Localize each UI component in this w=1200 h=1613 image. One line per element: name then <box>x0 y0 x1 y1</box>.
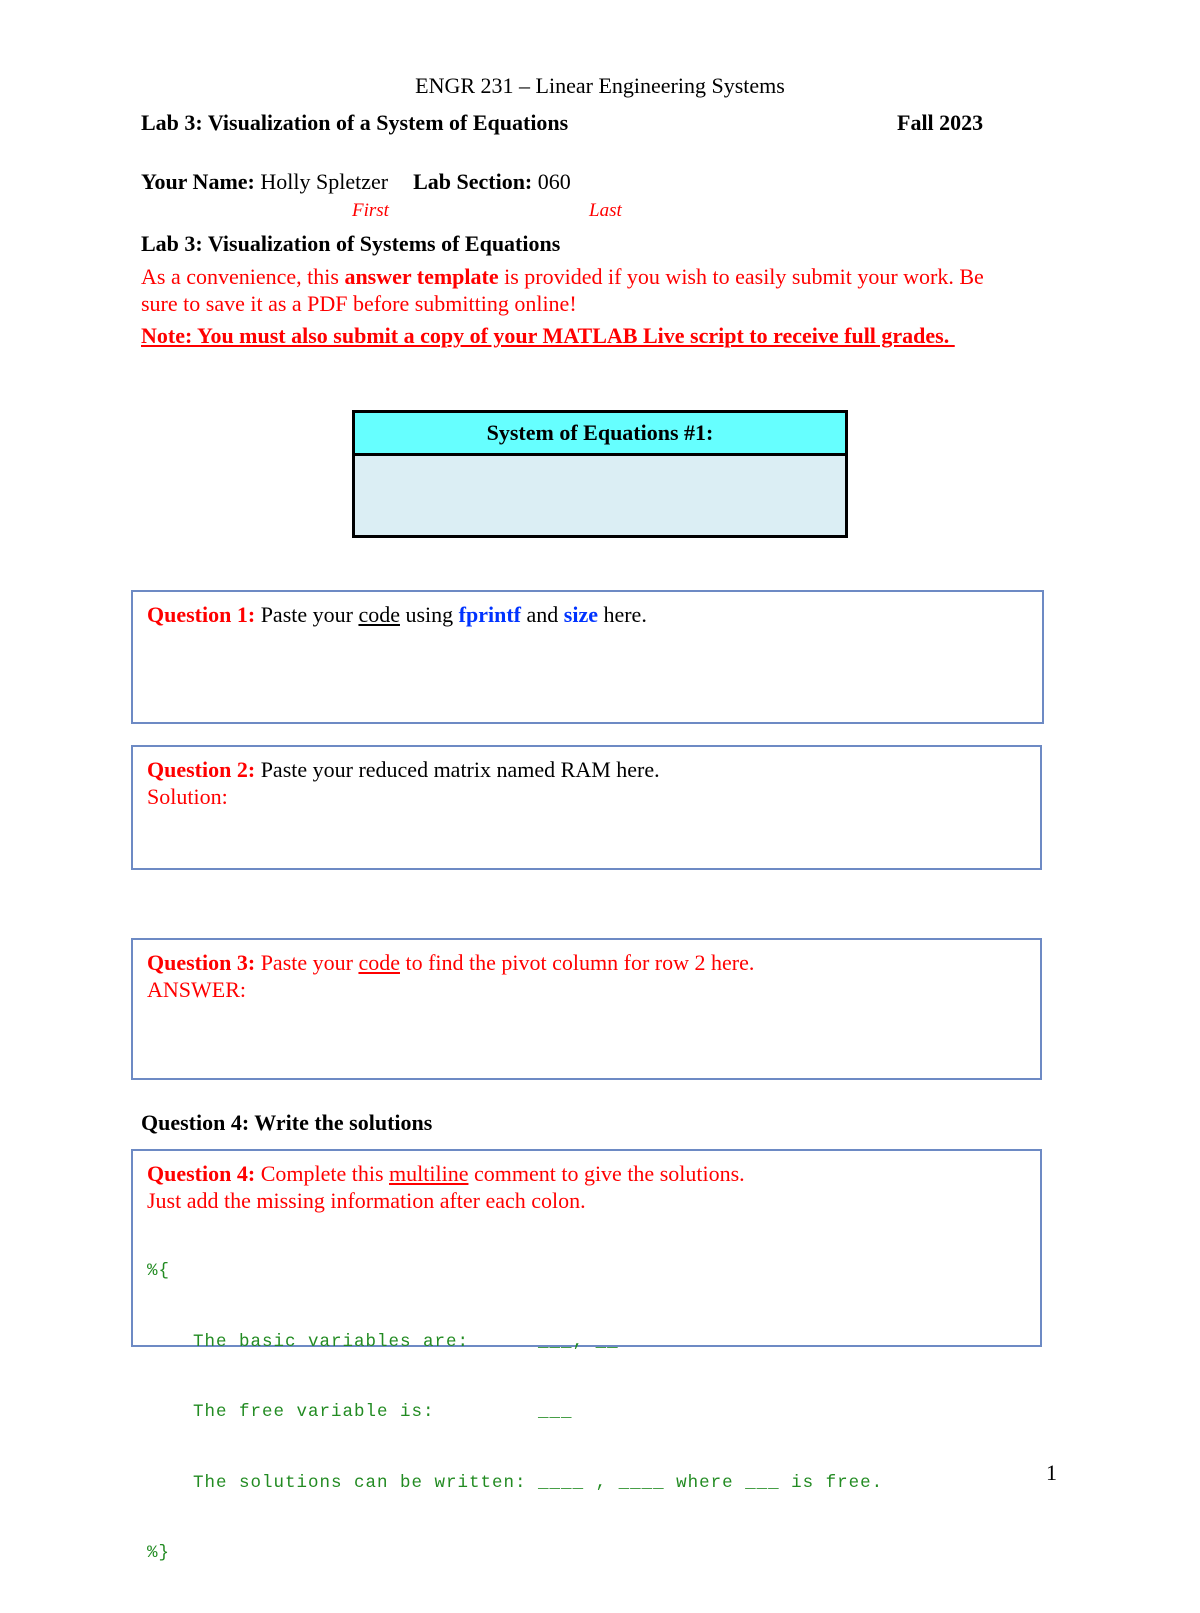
question-3-prompt <box>147 949 754 976</box>
q1-text-3: and <box>521 602 564 627</box>
question-4-heading: Question 4: Write the solutions <box>141 1110 433 1135</box>
question-3-label: Question 3: <box>147 950 256 975</box>
question-3-box[interactable] <box>131 938 1042 1080</box>
subtitle: Lab 3: Visualization of Systems of Equations <box>141 231 561 256</box>
lab-title: Lab 3: Visualization of a System of Equations <box>141 110 569 135</box>
first-name: Holly <box>260 169 311 194</box>
intro-text-b: is provided if you wish to easily submit your work. Be <box>498 264 984 289</box>
term: Fall 2023 <box>897 110 984 135</box>
question-1-prompt <box>147 601 647 628</box>
question-1-label: Question 1: <box>147 602 256 627</box>
intro-bold: answer template <box>344 264 499 289</box>
code-line: The basic variables are: ___, __ <box>147 1331 619 1352</box>
question-2-prompt <box>147 756 660 783</box>
system-of-equations-box[interactable] <box>352 410 848 538</box>
q1-size: size <box>563 602 598 627</box>
q4-instruction: Just add the missing information after each colon. <box>147 1188 586 1213</box>
q1-code-word: code <box>358 602 400 627</box>
question-4-box[interactable] <box>131 1149 1042 1563</box>
name-label: Your Name: <box>141 169 255 194</box>
question-4-prompt <box>147 1160 745 1187</box>
q3-code-word: code <box>358 950 400 975</box>
last-hint: Last <box>589 200 622 221</box>
q3-text-1: Paste your <box>255 950 359 975</box>
intro-line-1 <box>141 263 984 290</box>
submission-note: Note: You must also submit a copy of your MATLAB Live script to receive full grades. <box>141 323 955 348</box>
course-title: ENGR 231 – Linear Engineering Systems <box>415 73 785 98</box>
q1-text-4: here. <box>597 602 647 627</box>
q2-text: Paste your reduced matrix named RAM here. <box>255 757 660 782</box>
q4-text-2: comment to give the solutions. <box>468 1161 745 1186</box>
q4-text-1: Complete this <box>255 1161 390 1186</box>
q2-solution-label: Solution: <box>147 784 228 809</box>
student-info-line <box>141 168 571 195</box>
code-line: %{ <box>147 1261 171 1281</box>
code-line: %} <box>147 1543 171 1563</box>
code-line: The free variable is: ___ <box>147 1402 573 1422</box>
q1-fprintf: fprintf <box>458 602 521 627</box>
section-value: 060 <box>537 169 571 194</box>
last-name: Spletzer <box>315 169 389 194</box>
first-hint: First <box>352 200 389 221</box>
q3-text-2: to find the pivot column for row 2 here. <box>399 950 755 975</box>
code-line: The solutions can be written: ____ , ____ where ___ is free. <box>147 1472 884 1493</box>
page-number: 1 <box>1046 1460 1057 1485</box>
question-2-label: Question 2: <box>147 757 256 782</box>
system-of-equations-title: System of Equations #1: <box>355 413 845 456</box>
question-4-label: Question 4: <box>147 1161 256 1186</box>
intro-line-2: sure to save it as a PDF before submitting online! <box>141 291 577 316</box>
question-2-box[interactable] <box>131 745 1042 870</box>
q3-answer-label: ANSWER: <box>147 977 246 1002</box>
q1-text-1: Paste your <box>255 602 359 627</box>
question-1-box[interactable] <box>131 590 1044 724</box>
q1-text-2: using <box>399 602 459 627</box>
section-label: Lab Section: <box>413 169 533 194</box>
q4-multiline-word: multiline <box>389 1161 469 1186</box>
intro-text-a: As a convenience, this <box>141 264 345 289</box>
